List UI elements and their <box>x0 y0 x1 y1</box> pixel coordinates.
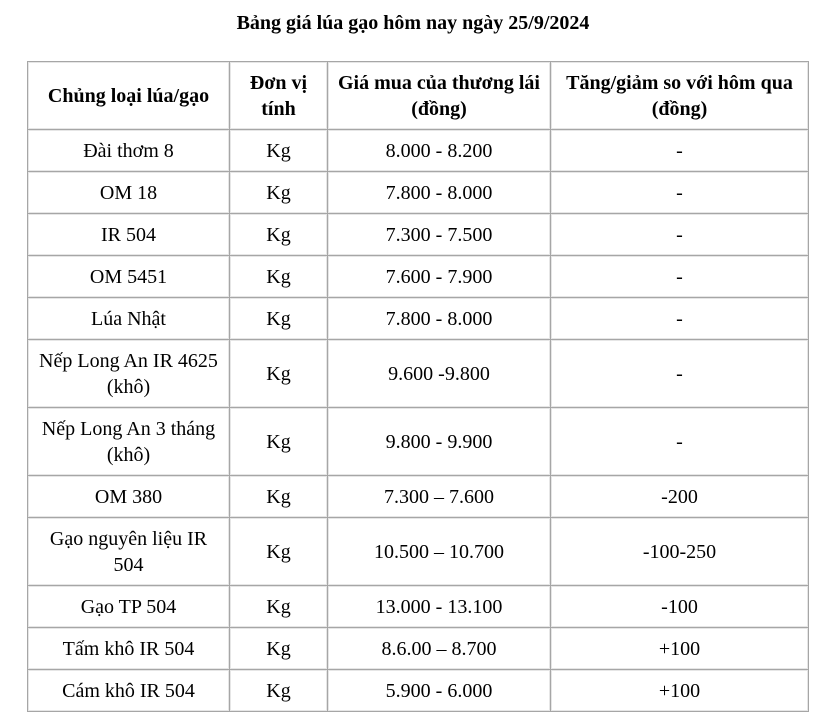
cell-price: 7.800 - 8.000 <box>328 172 551 214</box>
cell-change: - <box>551 214 809 256</box>
cell-unit: Kg <box>230 214 328 256</box>
table-row <box>28 130 809 172</box>
cell-type: Gạo nguyên liệu IR 504 <box>28 518 230 586</box>
table-row <box>28 340 809 408</box>
cell-type: OM 380 <box>28 476 230 518</box>
cell-price: 10.500 – 10.700 <box>328 518 551 586</box>
table-row <box>28 518 809 586</box>
table-row <box>28 214 809 256</box>
table-row <box>28 256 809 298</box>
cell-unit: Kg <box>230 586 328 628</box>
cell-type: Gạo TP 504 <box>28 586 230 628</box>
cell-unit: Kg <box>230 298 328 340</box>
header-unit: Đơn vị tính <box>230 62 328 130</box>
cell-type: IR 504 <box>28 214 230 256</box>
header-change: Tăng/giảm so với hôm qua (đồng) <box>551 62 809 130</box>
rice-price-table <box>27 61 809 712</box>
header-type: Chủng loại lúa/gạo <box>28 62 230 130</box>
cell-type: OM 5451 <box>28 256 230 298</box>
cell-change: - <box>551 340 809 408</box>
cell-type: Nếp Long An IR 4625 (khô) <box>28 340 230 408</box>
cell-price: 9.600 -9.800 <box>328 340 551 408</box>
cell-price: 8.000 - 8.200 <box>328 130 551 172</box>
cell-unit: Kg <box>230 518 328 586</box>
table-row <box>28 586 809 628</box>
cell-unit: Kg <box>230 130 328 172</box>
cell-change: -100 <box>551 586 809 628</box>
table-row <box>28 476 809 518</box>
cell-price: 7.600 - 7.900 <box>328 256 551 298</box>
cell-type: Đài thơm 8 <box>28 130 230 172</box>
cell-unit: Kg <box>230 408 328 476</box>
cell-price: 8.6.00 – 8.700 <box>328 628 551 670</box>
cell-change: - <box>551 256 809 298</box>
cell-change: - <box>551 130 809 172</box>
table-row <box>28 298 809 340</box>
cell-change: - <box>551 298 809 340</box>
cell-change: - <box>551 408 809 476</box>
header-price: Giá mua của thương lái (đồng) <box>328 62 551 130</box>
cell-change: -100-250 <box>551 518 809 586</box>
cell-price: 9.800 - 9.900 <box>328 408 551 476</box>
cell-unit: Kg <box>230 340 328 408</box>
page-title: Bảng giá lúa gạo hôm nay ngày 25/9/2024 <box>236 12 590 34</box>
cell-unit: Kg <box>230 670 328 712</box>
cell-unit: Kg <box>230 476 328 518</box>
cell-price: 7.300 - 7.500 <box>328 214 551 256</box>
cell-change: - <box>551 172 809 214</box>
cell-type: Nếp Long An 3 tháng (khô) <box>28 408 230 476</box>
cell-type: Cám khô IR 504 <box>28 670 230 712</box>
table-row <box>28 628 809 670</box>
cell-change: -200 <box>551 476 809 518</box>
cell-change: +100 <box>551 628 809 670</box>
cell-unit: Kg <box>230 628 328 670</box>
cell-price: 7.800 - 8.000 <box>328 298 551 340</box>
cell-type: OM 18 <box>28 172 230 214</box>
table-row <box>28 408 809 476</box>
table-header-row <box>28 62 809 130</box>
cell-unit: Kg <box>230 172 328 214</box>
table-row <box>28 670 809 712</box>
cell-price: 13.000 - 13.100 <box>328 586 551 628</box>
cell-type: Lúa Nhật <box>28 298 230 340</box>
cell-price: 7.300 – 7.600 <box>328 476 551 518</box>
table-row <box>28 172 809 214</box>
cell-type: Tấm khô IR 504 <box>28 628 230 670</box>
cell-price: 5.900 - 6.000 <box>328 670 551 712</box>
cell-unit: Kg <box>230 256 328 298</box>
cell-change: +100 <box>551 670 809 712</box>
